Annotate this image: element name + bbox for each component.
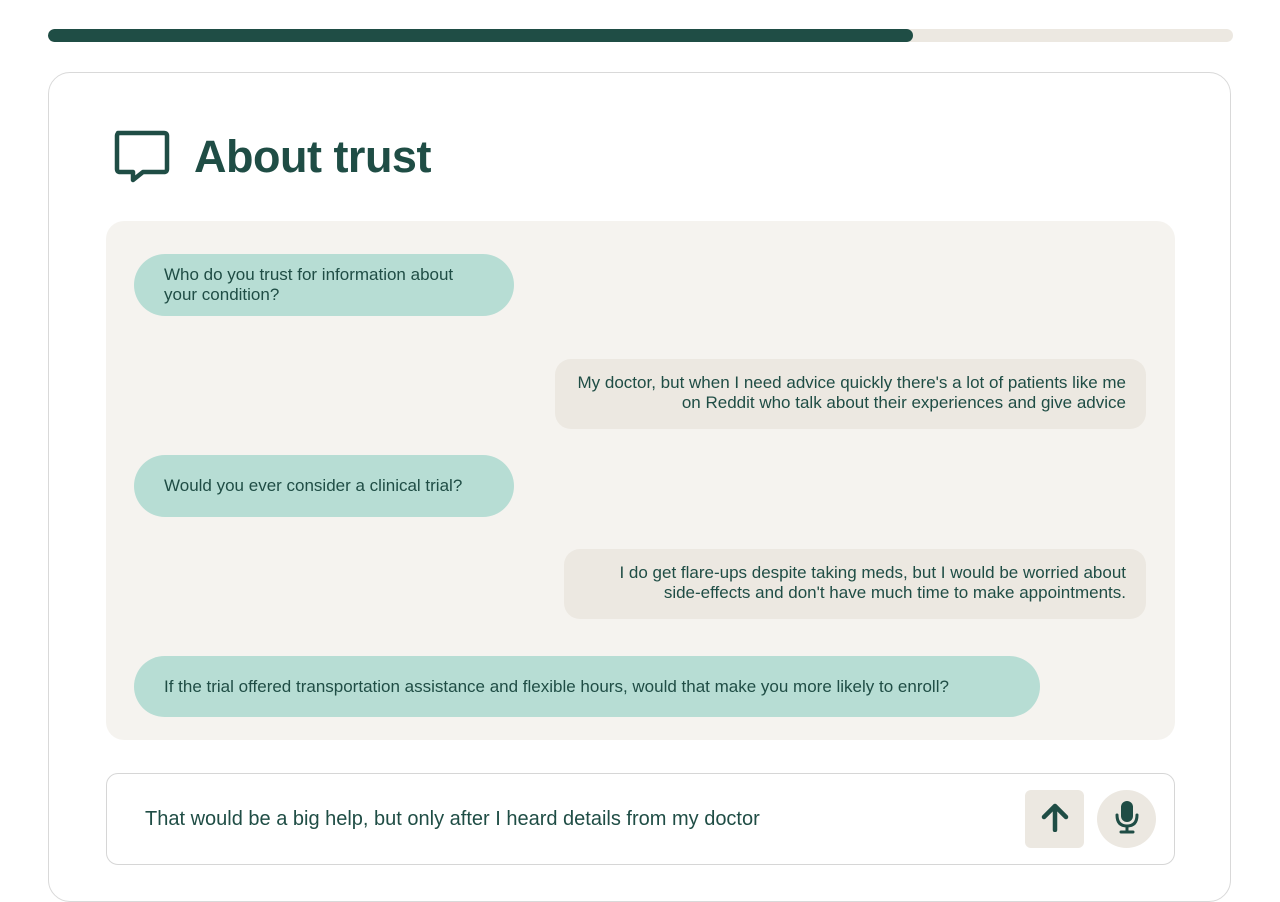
reply-input[interactable]	[145, 774, 1005, 864]
chat-bubble-icon	[113, 129, 171, 185]
progress-bar	[48, 29, 1233, 42]
conversation-panel	[106, 221, 1175, 740]
page-title: About trust	[194, 131, 431, 182]
question-bubble	[134, 656, 1040, 717]
section-header	[113, 125, 431, 189]
progress-bar-fill	[48, 29, 913, 42]
survey-card	[48, 72, 1231, 902]
message-text: Would you ever consider a clinical trial?	[164, 476, 463, 495]
message-text: Who do you trust for information about your condition?	[164, 265, 454, 304]
answer-bubble	[564, 549, 1146, 619]
send-button[interactable]	[1025, 790, 1084, 848]
message-text: My doctor, but when I need advice quickly there's a lot of patients like me on Reddit who talk about their experiences and give advice	[577, 373, 1126, 412]
message-text: I do get flare-ups despite taking meds, but I would be worried about side-effects and don't have much time to make appointments.	[619, 563, 1126, 602]
arrow-up-icon	[1040, 802, 1070, 837]
message-text: If the trial offered transportation assistance and flexible hours, would that make you more likely to enroll?	[164, 676, 949, 696]
reply-input-bar	[106, 773, 1175, 865]
microphone-button[interactable]	[1097, 790, 1156, 848]
question-bubble	[134, 455, 514, 517]
answer-bubble	[555, 359, 1146, 429]
microphone-icon	[1114, 800, 1140, 839]
question-bubble	[134, 254, 514, 316]
